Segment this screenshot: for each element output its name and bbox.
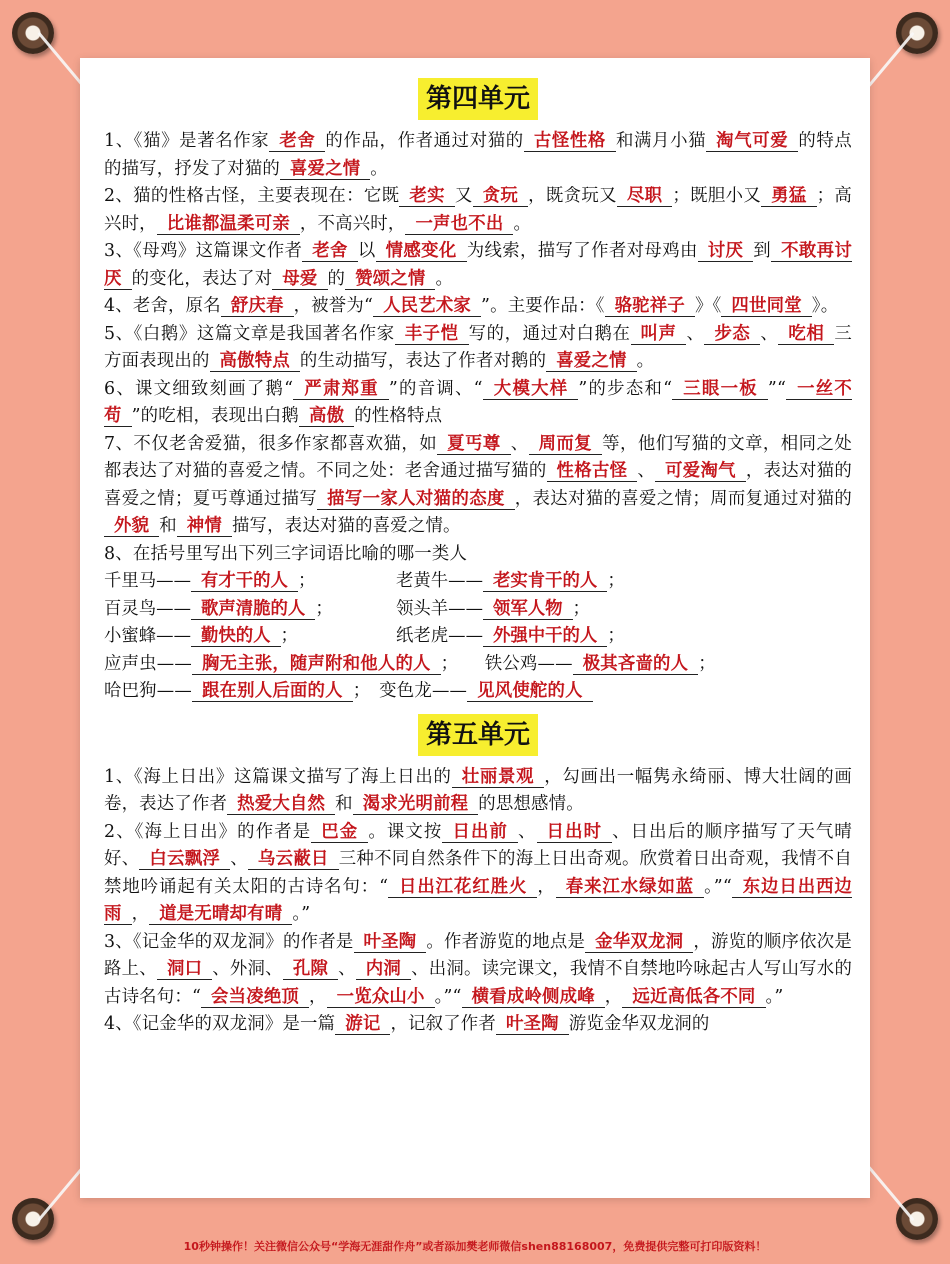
unit4-item bbox=[104, 238, 852, 293]
question-text: 。 bbox=[636, 351, 655, 371]
question-text: ，既贪玩又 bbox=[528, 186, 617, 206]
unit4-item bbox=[104, 376, 852, 431]
q8-pairs bbox=[104, 568, 852, 651]
answer-blank: 喜爱之情 bbox=[280, 159, 370, 180]
question-text: 和 bbox=[335, 794, 353, 814]
question-text: 的生动描写，表达了作者对鹅的 bbox=[299, 351, 547, 371]
question-text: 。课文按 bbox=[368, 821, 443, 842]
question-text: 。” bbox=[765, 986, 784, 1007]
answer-blank: 性格古怪 bbox=[547, 461, 638, 482]
answer-blank: 孔隙 bbox=[283, 959, 338, 980]
answer-blank: 讨厌 bbox=[698, 241, 754, 262]
question-text: ， bbox=[131, 904, 150, 924]
question-text: 2、《海上日出》的作者是 bbox=[104, 821, 312, 842]
q8-end: ； bbox=[572, 598, 590, 619]
answer-blank: 尽职 bbox=[617, 186, 673, 207]
question-text: 6、课文细致刻画了鹅“ bbox=[104, 378, 294, 399]
question-text: 等，他们写猫的文章，相同之处都表达了对猫的喜爱之情。不同之处：老舍通过描写猫的 bbox=[104, 433, 852, 481]
unit4-list bbox=[104, 128, 852, 706]
answer-blank: 高傲特点 bbox=[210, 351, 300, 372]
question-text: 、出洞。读完课文，我情不自禁地吟咏起古人写山写水的古诗名句：“ bbox=[104, 959, 853, 1007]
unit4-title-text: 第四单元 bbox=[418, 78, 538, 120]
question-text: 描写，表达对猫的喜爱之情。 bbox=[231, 516, 461, 536]
q8-end: ； bbox=[607, 571, 625, 591]
question-text: ；高兴时， bbox=[104, 186, 852, 234]
answer-blank: 周而复 bbox=[529, 434, 603, 455]
unit4-item bbox=[104, 128, 852, 183]
answer-blank: 道是无晴却有晴 bbox=[149, 904, 292, 925]
answer-blank: 有才干的人 bbox=[191, 571, 298, 592]
question-text: ”“ bbox=[767, 378, 787, 399]
answer-blank: 叶圣陶 bbox=[354, 932, 427, 953]
question-text: 。” bbox=[292, 904, 311, 924]
question-text: 的变化，表达了对 bbox=[131, 268, 273, 289]
answer-blank: 古怪性格 bbox=[524, 131, 616, 152]
question-text: 2、猫的性格古怪，主要表现在：它既 bbox=[104, 186, 400, 206]
question-text: 的性格特点 bbox=[354, 406, 443, 426]
question-text: 、 bbox=[686, 323, 705, 344]
unit5-item bbox=[104, 819, 852, 929]
q8-end: ； bbox=[280, 626, 298, 646]
answer-blank: 舒庆春 bbox=[221, 296, 294, 317]
question-text: ，不高兴时， bbox=[299, 213, 406, 234]
answer-blank: 歌声清脆的人 bbox=[191, 599, 315, 620]
answer-blank: 春来江水绿如蓝 bbox=[556, 877, 704, 898]
answer-blank: 高傲 bbox=[299, 406, 354, 427]
answer-blank: 不敢再讨厌 bbox=[104, 241, 852, 289]
pushpin-icon bbox=[12, 12, 54, 54]
answer-blank: 见风使舵的人 bbox=[467, 681, 593, 702]
answer-blank: 淘气可爱 bbox=[706, 131, 798, 152]
question-text: ，表达对猫的喜爱之情；夏丐尊通过描写 bbox=[104, 461, 852, 509]
decorative-cord bbox=[867, 32, 914, 88]
question-text: ”的步态和“ bbox=[578, 378, 673, 399]
answer-blank: 比谁都温柔可亲 bbox=[157, 214, 300, 235]
decorative-cord bbox=[37, 1166, 84, 1222]
answer-blank: 一声也不出 bbox=[405, 214, 513, 235]
question-text: 5、《白鹅》这篇文章是我国著名作家 bbox=[104, 323, 395, 344]
answer-blank: 描写一家人对猫的态度 bbox=[317, 489, 515, 510]
question-text: ，记叙了作者 bbox=[390, 1014, 496, 1034]
answer-blank: 远近高低各不同 bbox=[622, 987, 765, 1008]
question-text: 》。 bbox=[811, 296, 839, 316]
answer-blank: 勇猛 bbox=[761, 186, 817, 207]
question-text: 3、《记金华的双龙洞》的作者是 bbox=[104, 931, 354, 952]
question-text: 和满月小猫 bbox=[615, 131, 707, 151]
answer-blank: 内洞 bbox=[356, 959, 411, 980]
unit5-item bbox=[104, 764, 852, 819]
unit5-title bbox=[104, 714, 852, 758]
q8-word: 千里马—— bbox=[104, 571, 191, 591]
q8-word: 老黄牛—— bbox=[396, 571, 483, 591]
q8-word: 百灵鸟—— bbox=[104, 598, 191, 619]
question-text: 3、《母鸡》这篇课文作者 bbox=[104, 241, 303, 261]
answer-blank: 骆驼祥子 bbox=[605, 296, 695, 317]
answer-blank: 丰子恺 bbox=[395, 324, 469, 345]
answer-blank: 日出前 bbox=[442, 822, 518, 843]
question-text: ，被誉为“ bbox=[293, 296, 374, 316]
question-text: ； 变色龙—— bbox=[352, 681, 468, 701]
question-text: 1、《海上日出》这篇课文描写了海上日出的 bbox=[104, 766, 452, 787]
answer-blank: 壮丽景观 bbox=[452, 767, 545, 788]
question-text: 、 bbox=[637, 461, 656, 481]
footer-note: 10秒钟操作！关注微信公众号“学海无涯甜作舟”或者添加樊老师微信shen88168007，免费提供完整可打印版资料！ bbox=[183, 1240, 767, 1253]
answer-blank: 老舍 bbox=[269, 131, 325, 152]
unit5-item bbox=[104, 1011, 852, 1039]
q8-cell bbox=[396, 623, 625, 651]
answer-blank: 四世同堂 bbox=[721, 296, 811, 317]
question-text: 、外洞、 bbox=[212, 959, 283, 979]
question-text: 为线索，描写了作者对母鸡由 bbox=[466, 241, 698, 261]
question-text: ； 铁公鸡—— bbox=[440, 653, 573, 674]
q8-long-row bbox=[104, 651, 852, 679]
question-text: 、日出后的顺序描写了天气晴好、 bbox=[104, 821, 853, 869]
unit5-list bbox=[104, 764, 852, 1039]
decorative-cord bbox=[867, 1166, 914, 1222]
q8-row bbox=[104, 596, 852, 624]
question-text: 的特点的描写，抒发了对猫的 bbox=[104, 131, 852, 179]
answer-blank: 乌云蔽日 bbox=[248, 849, 339, 870]
question-text: ， bbox=[537, 876, 556, 897]
question-text: 又 bbox=[454, 186, 473, 206]
unit4-item bbox=[104, 431, 852, 541]
question-text: ， bbox=[309, 986, 327, 1007]
q8-end: ； bbox=[607, 626, 625, 646]
question-text: ”的吃相，表现出白鹅 bbox=[131, 406, 300, 426]
answer-blank: 日出江花红胜火 bbox=[388, 877, 537, 898]
question-text: 。 bbox=[435, 268, 454, 289]
question-text: 游览金华双龙洞的 bbox=[568, 1014, 710, 1034]
question-text: ，表达对猫的喜爱之情；周而复通过对猫的 bbox=[514, 488, 852, 509]
answer-blank: 情感变化 bbox=[376, 241, 467, 262]
answer-blank: 一丝不苟 bbox=[104, 378, 853, 426]
answer-blank: 洞口 bbox=[157, 959, 212, 980]
answer-blank: 一览众山小 bbox=[327, 987, 435, 1008]
answer-blank: 步态 bbox=[704, 324, 760, 345]
q8-last-row bbox=[104, 678, 852, 706]
question-text: ；既胆小又 bbox=[672, 186, 762, 206]
answer-blank: 老实 bbox=[399, 186, 455, 207]
question-text: 、 bbox=[338, 959, 356, 979]
question-text: 、 bbox=[510, 433, 529, 454]
question-text: 三种不同自然条件下的海上日出奇观。欣赏着日出奇观，我情不自禁地吟诵起有关太阳的古诗名句：“ bbox=[104, 849, 852, 897]
unit4-item bbox=[104, 293, 852, 321]
question-text: 的 bbox=[327, 268, 346, 289]
answer-blank: 领军人物 bbox=[483, 599, 573, 620]
answer-blank: 热爱大自然 bbox=[227, 794, 335, 815]
question-text: 。作者游览的地点是 bbox=[426, 931, 586, 952]
q8-cell bbox=[396, 568, 625, 596]
unit5-item bbox=[104, 929, 852, 1012]
question-text: 4、《记金华的双龙洞》是一篇 bbox=[104, 1014, 336, 1034]
question-text: 。”“ bbox=[704, 876, 732, 897]
answer-blank: 跟在别人后面的人 bbox=[192, 681, 353, 702]
question-text: ， bbox=[604, 986, 623, 1007]
question-text: 》《 bbox=[694, 296, 722, 316]
question-text: ”的音调、“ bbox=[388, 378, 483, 399]
question-text: 应声虫—— bbox=[104, 653, 192, 674]
answer-blank: 吃相 bbox=[778, 324, 834, 345]
answer-blank: 赞颂之情 bbox=[345, 269, 435, 290]
q8-end: ； bbox=[297, 571, 316, 591]
answer-blank: 神情 bbox=[177, 516, 232, 537]
question-text: 和 bbox=[159, 516, 177, 536]
question-text: 、 bbox=[518, 821, 537, 842]
question-text: 、 bbox=[230, 849, 248, 869]
unit4-title bbox=[104, 78, 852, 122]
question-text: 到 bbox=[753, 241, 772, 261]
answer-blank: 可爱淘气 bbox=[655, 461, 746, 482]
decorative-cord bbox=[37, 32, 84, 88]
q8-cell bbox=[104, 596, 396, 624]
answer-blank: 渴求光明前程 bbox=[353, 794, 479, 815]
question-text: ； bbox=[698, 653, 716, 674]
answer-blank: 极其吝啬的人 bbox=[573, 654, 699, 675]
answer-blank: 外貌 bbox=[104, 516, 159, 537]
answer-blank: 夏丐尊 bbox=[437, 434, 511, 455]
answer-blank: 母爱 bbox=[272, 269, 327, 290]
q8-row bbox=[104, 623, 852, 651]
answer-blank: 喜爱之情 bbox=[546, 351, 636, 372]
worksheet-content bbox=[104, 72, 852, 1039]
answer-blank: 大模大样 bbox=[483, 379, 579, 400]
q8-word: 领头羊—— bbox=[396, 598, 483, 619]
question-text: 的作品，作者通过对猫的 bbox=[325, 131, 524, 151]
unit4-item bbox=[104, 183, 852, 238]
answer-blank: 叫声 bbox=[631, 324, 687, 345]
q8-end: ； bbox=[315, 598, 333, 619]
question-text: 写的，通过对白鹅在 bbox=[468, 323, 631, 344]
answer-blank: 贪玩 bbox=[473, 186, 529, 207]
answer-blank: 白云飘浮 bbox=[139, 849, 230, 870]
answer-blank: 老舍 bbox=[302, 241, 358, 262]
q8-title: 8、在括号里写出下列三字词语比喻的哪一类人 bbox=[104, 543, 468, 564]
question-text: 7、不仅老舍爱猫，很多作家都喜欢猫，如 bbox=[104, 433, 438, 454]
answer-blank: 胸无主张，随声附和他人的人 bbox=[192, 654, 441, 675]
answer-blank: 游记 bbox=[335, 1014, 390, 1035]
question-text: 。 bbox=[370, 158, 388, 179]
question-text: ，勾画出一幅隽永绮丽、博大壮阔的画卷，表达了作者 bbox=[104, 766, 852, 814]
q8-row bbox=[104, 568, 852, 596]
answer-blank: 叶圣陶 bbox=[496, 1014, 569, 1035]
answer-blank: 三眼一板 bbox=[672, 379, 768, 400]
answer-blank: 金华双龙洞 bbox=[585, 932, 693, 953]
question-text: 以 bbox=[357, 241, 376, 261]
q8-cell bbox=[396, 596, 590, 624]
question-text: 。”“ bbox=[434, 986, 462, 1007]
question-text: ，游览的顺序依次是路上、 bbox=[104, 931, 852, 979]
q8-cell bbox=[104, 623, 396, 651]
question-text: 4、老舍，原名 bbox=[104, 296, 221, 316]
pushpin-icon bbox=[12, 1198, 54, 1240]
q8-word: 纸老虎—— bbox=[396, 626, 483, 646]
answer-blank: 外强中干的人 bbox=[483, 626, 607, 647]
answer-blank: 横看成岭侧成峰 bbox=[462, 987, 605, 1008]
question-text: 哈巴狗—— bbox=[104, 681, 192, 701]
unit4-item bbox=[104, 321, 852, 376]
answer-blank: 日出时 bbox=[537, 822, 613, 843]
answer-blank: 严肃郑重 bbox=[293, 379, 389, 400]
question-text: 。 bbox=[513, 213, 532, 234]
question-text: 1、《猫》是著名作家 bbox=[104, 131, 270, 151]
answer-blank: 会当凌绝顶 bbox=[201, 987, 309, 1008]
answer-blank: 巴金 bbox=[311, 822, 368, 843]
answer-blank: 东边日出西边雨 bbox=[104, 876, 853, 924]
q8-word: 小蜜蜂—— bbox=[104, 626, 191, 646]
answer-blank: 勤快的人 bbox=[191, 626, 281, 647]
answer-blank: 老实肯干的人 bbox=[483, 571, 607, 592]
question-text: 、 bbox=[760, 323, 779, 344]
q8-cell bbox=[104, 568, 396, 596]
question-text: 三方面表现出的 bbox=[104, 323, 852, 371]
unit5-title-text: 第五单元 bbox=[418, 714, 538, 756]
question-text: 的思想感情。 bbox=[478, 794, 584, 814]
question-text: ”。主要作品：《 bbox=[481, 296, 605, 316]
answer-blank: 人民艺术家 bbox=[373, 296, 481, 317]
